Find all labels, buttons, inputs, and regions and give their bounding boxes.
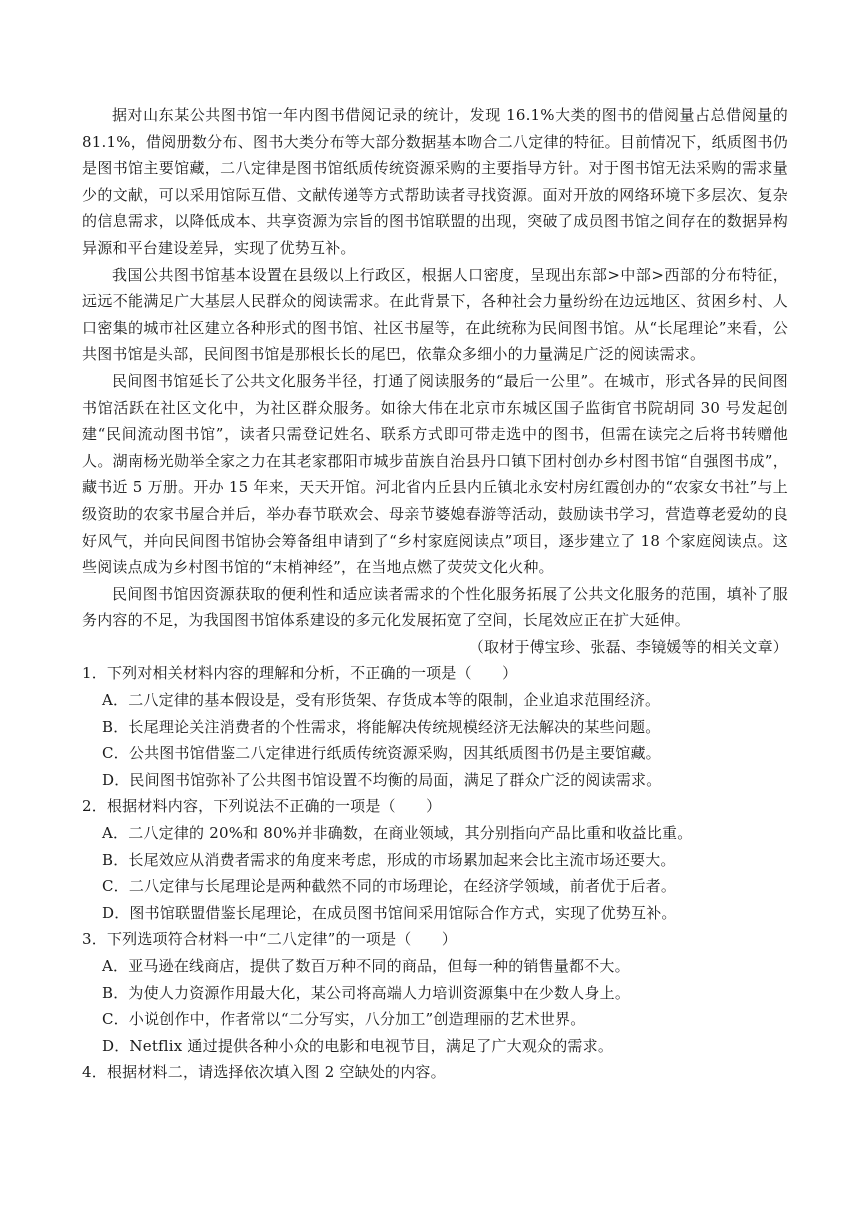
reading-passage	[82, 102, 788, 660]
question-option: D．图书馆联盟借鉴长尾理论，在成员图书馆间采用馆际合作方式，实现了优势互补。	[102, 903, 677, 922]
question-option: A．二八定律的 20%和 80%并非确数，在商业领域，其分别指向产品比重和收益比重。	[102, 824, 693, 843]
question-option: C．公共图书馆借鉴二八定律进行纸质传统资源采购，因其纸质图书仍是主要馆藏。	[102, 744, 661, 763]
question-option: D．Netflix 通过提供各种小众的电影和电视节目，满足了广大观众的需求。	[102, 1036, 614, 1055]
question-stem: 4．根据材料二，请选择依次填入图 2 空缺处的内容。	[82, 1063, 446, 1082]
question-option: D．民间图书馆弥补了公共图书馆设置不均衡的局面，满足了群众广泛的阅读需求。	[102, 770, 662, 789]
question-option: B．为使人力资源作用最大化，某公司将高端人力培训资源集中在少数人身上。	[102, 983, 631, 1002]
passage-source: （取材于傅宝珍、张磊、李镜媛等的相关文章）	[468, 637, 788, 656]
question-stem: 1．下列对相关材料内容的理解和分析，不正确的一项是（ ）	[82, 664, 518, 683]
question-1	[82, 660, 788, 793]
passage-paragraph-2: 我国公共图书馆基本设置在县级以上行政区，根据人口密度，呈现出东部>中部>西部的分布特征，远远不能满足广大基层人民群众的阅读需求。在此背景下，各种社会力量纷纷在边远地区、贫困乡村、人口密集的城市社区建立各种形式的图书馆、社区书屋等，在此统称为民间图书馆。从“长尾理论”来看，公共图书馆是头部，民间图书馆是那根长长的尾巴，依靠众多细小的力量满足广泛的阅读需求。	[82, 265, 788, 364]
document-page	[82, 102, 788, 1086]
passage-paragraph-1: 据对山东某公共图书馆一年内图书借阅记录的统计，发现 16.1%大类的图书的借阅量占总借阅量的 81.1%，借阅册数分布、图书大类分布等大部分数据基本吻合二八定律的特征。目前情况下，纸质图书仍是图书馆主要馆藏，二八定律是图书馆纸质传统资源采购的主要指导方针。对于图书馆无法采购的需求量少的文献，可以采用馆际互借、文献传递等方式帮助读者寻找资源。面对开放的网络环境下多层次、复杂的信息需求，以降低成本、共享资源为宗旨的图书馆联盟的出现，突破了成员图书馆之间存在的数据异构异源和平台建设差异，实现了优势互补。	[82, 106, 788, 257]
question-2	[82, 793, 788, 926]
question-stem: 3．下列选项符合材料一中“二八定律”的一项是（ ）	[82, 930, 458, 949]
question-option: A．亚马逊在线商店，提供了数百万种不同的商品，但每一种的销售量都不大。	[102, 957, 630, 975]
passage-paragraph-3: 民间图书馆延长了公共文化服务半径，打通了阅读服务的“最后一公里”。在城市，形式各异的民间图书馆活跃在社区文化中，为社区群众服务。如徐大伟在北京市东城区国子监街官书院胡同 30 号发起创建“民间流动图书馆”，读者只需登记姓名、联系方式即可带走选中的图书，但需在读完之后将书转赠他人。湖南杨光勋举全家之力在其老家郡阳市城步苗族自治县丹口镇下团村创办乡村图书馆“自强图书成”，藏书近 5 万册。开办 15 年来，天天开馆。河北省内丘县内丘镇北永安村房红霞创办的“农家女书社”与上级资助的农家书屋合并后，举办春节联欢会、母亲节婆媳春游等活动，鼓励读书学习，营造尊老爱幼的良好风气，并向民间图书馆协会筹备组申请到了“乡村家庭阅读点”项目，逐步建立了 18 个家庭阅读点。这些阅读点成为乡村图书馆的“末梢神经”，在当地点燃了荧荧文化火种。	[82, 371, 788, 577]
question-option: A．二八定律的基本假设是，受有形货架、存货成本等的限制，企业追求范围经济。	[102, 691, 661, 710]
question-4	[82, 1059, 788, 1086]
question-option: C．小说创作中，作者常以“二分写实，八分加工”创造理丽的艺术世界。	[102, 1010, 586, 1029]
question-option: B．长尾效应从消费者需求的角度来考虑，形成的市场累加起来会比主流市场还要大。	[102, 850, 676, 869]
question-list	[82, 660, 788, 1086]
question-3	[82, 926, 788, 1059]
question-option: C．二八定律与长尾理论是两种截然不同的市场理论，在经济学领域，前者优于后者。	[102, 877, 677, 896]
passage-paragraph-4: 民间图书馆因资源获取的便利性和适应读者需求的个性化服务拓展了公共文化服务的范围，填补了服务内容的不足，为我国图书馆体系建设的多元化发展拓宽了空间，长尾效应正在扩大延伸。	[82, 584, 788, 630]
question-stem: 2．根据材料内容，下列说法不正确的一项是（ ）	[82, 797, 442, 816]
question-option: B．长尾理论关注消费者的个性需求，将能解决传统规模经济无法解决的某些问题。	[102, 717, 661, 736]
